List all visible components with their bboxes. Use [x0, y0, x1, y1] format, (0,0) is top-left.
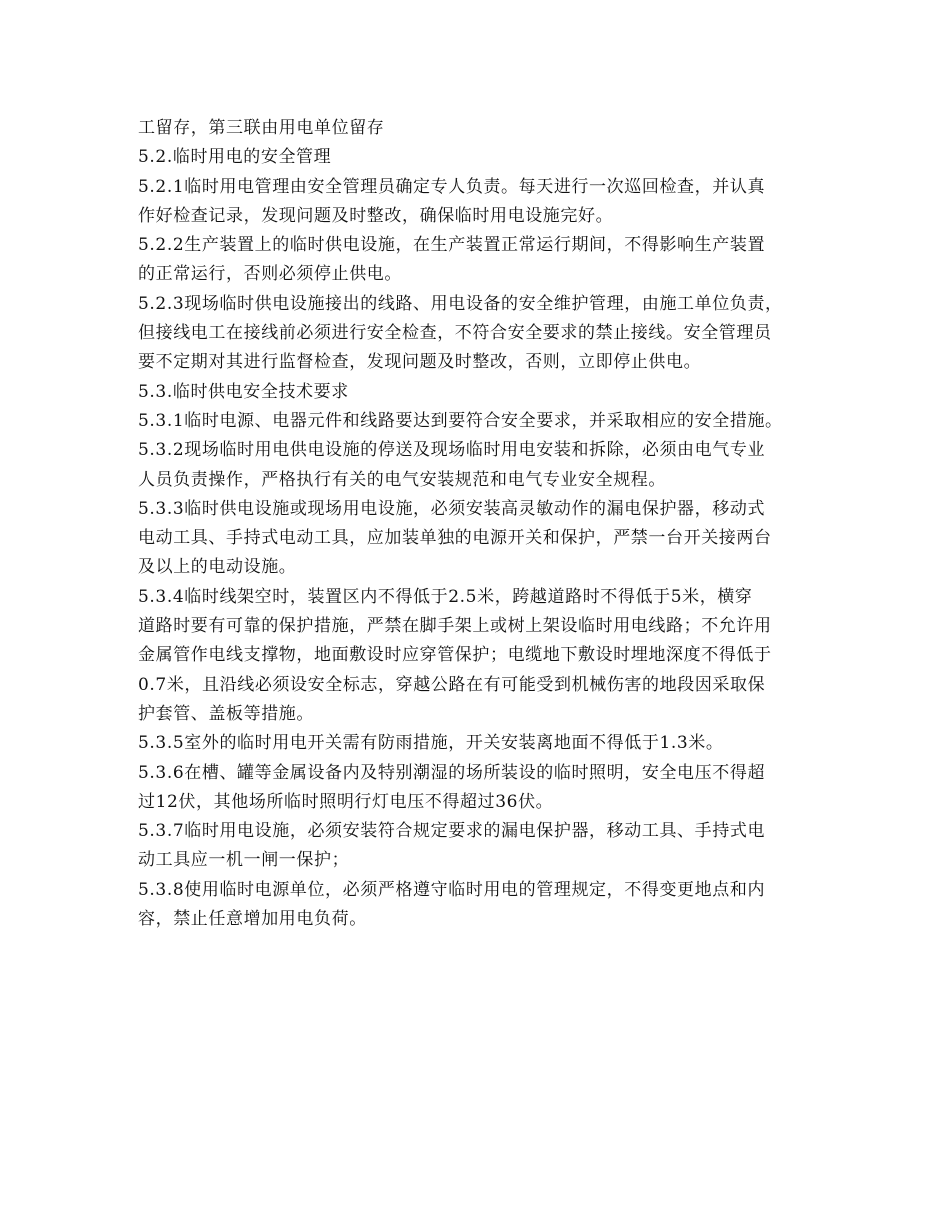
text-line: 电动工具、手持式电动工具，应加装单独的电源开关和保护，严禁一台开关接两台 [138, 528, 772, 549]
text-line: 道路时要有可靠的保护措施，严禁在脚手架上或树上架设临时用电线路；不允许用 [138, 616, 772, 637]
text-line: 的正常运行，否则必须停止供电。 [138, 264, 402, 285]
text-line: 5.3.3临时供电设施或现场用电设施，必须安装高灵敏动作的漏电保护器，移动式 [138, 498, 766, 519]
text-line: 5.2.3现场临时供电设施接出的线路、用电设备的安全维护管理，由施工单位负责， [138, 293, 783, 314]
text-line: 0.7米，且沿线必须设安全标志，穿越公路在有可能受到机械伤害的地段因采取保 [138, 674, 766, 695]
text-line: 金属管作电线支撑物，地面敷设时应穿管保护；电缆地下敷设时埋地深度不得低于 [138, 645, 772, 666]
section-heading-5-2: 5.2.临时用电的安全管理 [138, 147, 332, 168]
text-line: 容，禁止任意增加用电负荷。 [138, 909, 367, 930]
text-line: 5.3.5室外的临时用电开关需有防雨措施，开关安装离地面不得低于1.3米。 [138, 733, 724, 754]
text-line: 工留存，第三联由用电单位留存 [138, 118, 385, 138]
section-heading-5-3: 5.3.临时供电安全技术要求 [138, 381, 349, 402]
text-line: 要不定期对其进行监督检查，发现问题及时整改，否则，立即停止供电。 [138, 352, 702, 373]
text-line: 5.3.7临时用电设施，必须安装符合规定要求的漏电保护器，移动工具、手持式电 [138, 821, 766, 842]
text-line: 及以上的电动设施。 [138, 557, 297, 578]
text-line: 动工具应一机一闸一保护； [138, 850, 350, 871]
text-line: 但接线电工在接线前必须进行安全检查，不符合安全要求的禁止接线。安全管理员 [138, 323, 772, 344]
text-line: 5.3.6在槽、罐等金属设备内及特别潮湿的场所装设的临时照明，安全电压不得超 [138, 762, 766, 783]
text-line: 5.2.2生产装置上的临时供电设施，在生产装置正常运行期间，不得影响生产装置 [138, 235, 766, 256]
text-line: 5.3.1临时电源、电器元件和线路要达到要符合安全要求，并采取相应的安全措施。 [138, 410, 783, 431]
text-line: 5.2.1临时用电管理由安全管理员确定专人负责。每天进行一次巡回检查，并认真 [138, 176, 766, 197]
text-line: 5.3.4临时线架空时，装置区内不得低于2.5米，跨越道路时不得低于5米，横穿 [138, 586, 753, 607]
text-line: 护套管、盖板等措施。 [138, 703, 314, 724]
text-line: 作好检查记录，发现问题及时整改，确保临时用电设施完好。 [138, 205, 614, 226]
text-line: 5.3.2现场临时用电供电设施的停送及现场临时用电安装和拆除，必须由电气专业 [138, 440, 766, 461]
text-line: 人员负责操作，严格执行有关的电气安装规范和电气专业安全规程。 [138, 469, 666, 490]
text-line: 5.3.8使用临时电源单位，必须严格遵守临时用电的管理规定，不得变更地点和内 [138, 879, 766, 900]
document-body [138, 114, 828, 934]
text-line: 过12伏，其他场所临时照明行灯电压不得超过36伏。 [138, 791, 554, 812]
